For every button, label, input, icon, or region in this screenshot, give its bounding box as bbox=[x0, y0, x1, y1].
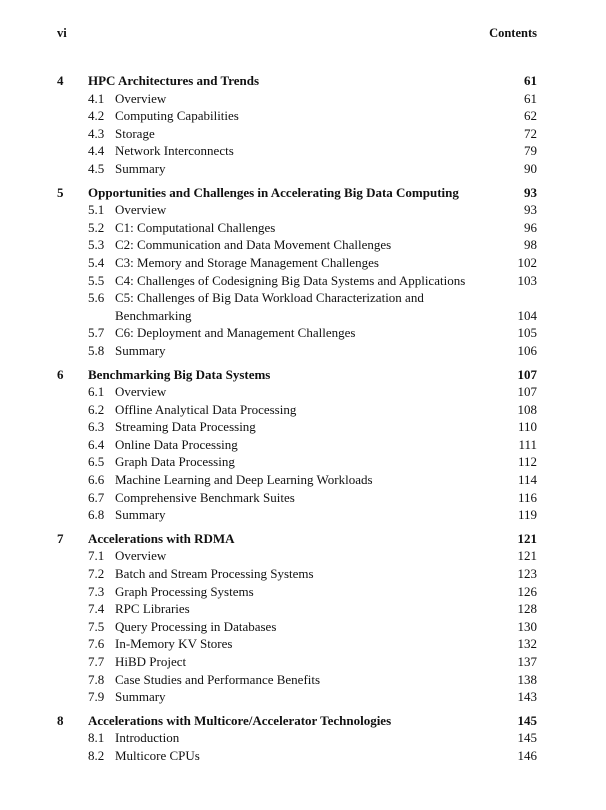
toc-section-entry[interactable] bbox=[57, 324, 537, 342]
section-page-number: 143 bbox=[517, 689, 537, 705]
section-number: 4.1 bbox=[88, 90, 105, 106]
section-page-number: 137 bbox=[517, 654, 537, 669]
toc-chapter-entry[interactable] bbox=[57, 712, 537, 730]
section-page-number: 102 bbox=[517, 254, 537, 270]
toc-section-entry[interactable] bbox=[57, 506, 537, 524]
section-title: Storage bbox=[115, 125, 155, 141]
section-title: Overview bbox=[115, 90, 167, 106]
toc-chapter-entry[interactable] bbox=[57, 530, 537, 548]
section-number: 6.8 bbox=[88, 507, 105, 523]
section-title: RPC Libraries bbox=[115, 601, 190, 617]
toc-section-entry[interactable] bbox=[57, 125, 537, 143]
toc-section-entry[interactable] bbox=[57, 671, 537, 689]
section-title: Overview bbox=[115, 548, 167, 564]
running-head bbox=[57, 26, 537, 42]
section-title: C2: Communication and Data Movement Challenges bbox=[115, 237, 392, 253]
section-page-number: 111 bbox=[518, 436, 537, 452]
chapter-number: 7 bbox=[57, 530, 64, 546]
section-number: 7.3 bbox=[88, 583, 105, 599]
section-number: 8.1 bbox=[88, 730, 105, 746]
section-title: Summary bbox=[115, 689, 166, 705]
section-number: 4.4 bbox=[88, 143, 105, 159]
toc-section-entry[interactable] bbox=[57, 401, 537, 419]
toc-section-entry[interactable] bbox=[57, 453, 537, 471]
page-folio: vi bbox=[57, 26, 67, 40]
toc-section-entry[interactable] bbox=[57, 600, 537, 618]
toc-chapter bbox=[57, 366, 537, 524]
chapter-page-number: 61 bbox=[524, 73, 537, 88]
chapter-number: 5 bbox=[57, 184, 64, 200]
toc-section-entry[interactable] bbox=[57, 547, 537, 565]
section-title: Offline Analytical Data Processing bbox=[115, 401, 297, 417]
toc-section-entry[interactable] bbox=[57, 272, 537, 290]
section-title: Machine Learning and Deep Learning Workloads bbox=[115, 472, 373, 488]
section-title: Overview bbox=[115, 202, 167, 218]
section-title: Summary bbox=[115, 342, 166, 358]
section-title: Case Studies and Performance Benefits bbox=[115, 671, 321, 687]
section-title: Multicore CPUs bbox=[115, 747, 200, 763]
toc-chapter-entry[interactable] bbox=[57, 366, 537, 384]
section-number: 5.8 bbox=[88, 342, 105, 358]
toc-section-entry[interactable] bbox=[57, 471, 537, 489]
section-title: In-Memory KV Stores bbox=[115, 636, 233, 652]
section-page-number: 119 bbox=[517, 507, 537, 523]
toc-section-entry[interactable] bbox=[57, 201, 537, 219]
chapter-title: HPC Architectures and Trends bbox=[88, 73, 260, 88]
section-number: 6.4 bbox=[88, 436, 105, 452]
chapter-page-number: 121 bbox=[517, 530, 537, 546]
section-title: Network Interconnects bbox=[115, 143, 234, 159]
toc-chapter bbox=[57, 72, 537, 178]
section-title: Graph Data Processing bbox=[115, 454, 235, 470]
section-number: 4.3 bbox=[88, 125, 105, 141]
toc-section-entry[interactable] bbox=[57, 90, 537, 108]
section-page-number: 106 bbox=[517, 342, 537, 358]
section-title: C5: Challenges of Big Data Workload Characterization and Benchmarking bbox=[115, 290, 424, 323]
section-page-number: 146 bbox=[517, 747, 537, 763]
toc-section-entry[interactable] bbox=[57, 219, 537, 237]
section-title: Online Data Processing bbox=[115, 436, 238, 452]
section-title: Query Processing in Databases bbox=[115, 618, 277, 634]
section-page-number: 126 bbox=[517, 583, 537, 599]
section-number: 8.2 bbox=[88, 747, 105, 763]
section-number: 5.6 bbox=[88, 290, 105, 306]
section-title: C1: Computational Challenges bbox=[115, 219, 276, 235]
chapter-title: Accelerations with RDMA bbox=[88, 530, 235, 546]
section-title: HiBD Project bbox=[115, 654, 187, 669]
toc-section-entry[interactable] bbox=[57, 688, 537, 706]
section-title: C6: Deployment and Management Challenges bbox=[115, 325, 356, 341]
chapter-number: 6 bbox=[57, 366, 64, 382]
section-page-number: 123 bbox=[517, 566, 537, 582]
section-number: 5.5 bbox=[88, 272, 105, 288]
section-number: 6.6 bbox=[88, 472, 105, 488]
section-number: 6.5 bbox=[88, 454, 105, 470]
section-page-number: 108 bbox=[517, 401, 537, 417]
section-title: Graph Processing Systems bbox=[115, 583, 254, 599]
section-number: 4.5 bbox=[88, 160, 105, 176]
section-number: 6.7 bbox=[88, 489, 105, 505]
section-page-number: 61 bbox=[524, 90, 537, 106]
chapter-title: Opportunities and Challenges in Accelerating Big Data Computing bbox=[88, 184, 459, 200]
chapter-page-number: 107 bbox=[517, 366, 537, 382]
section-page-number: 114 bbox=[517, 472, 537, 488]
chapter-title: Accelerations with Multicore/Accelerator Technologies bbox=[88, 712, 392, 728]
section-page-number: 138 bbox=[517, 671, 537, 687]
toc-section-entry[interactable] bbox=[57, 289, 537, 324]
section-page-number: 116 bbox=[517, 489, 537, 505]
toc-section-entry[interactable] bbox=[57, 342, 537, 360]
section-number: 5.7 bbox=[88, 325, 105, 341]
section-number: 6.1 bbox=[88, 384, 105, 400]
toc-section-entry[interactable] bbox=[57, 107, 537, 125]
section-page-number: 103 bbox=[517, 272, 537, 288]
section-number: 6.2 bbox=[88, 401, 105, 417]
chapter-number: 4 bbox=[57, 73, 64, 88]
section-number: 4.2 bbox=[88, 108, 105, 124]
section-title: Comprehensive Benchmark Suites bbox=[115, 489, 295, 505]
section-page-number: 121 bbox=[517, 548, 537, 564]
section-page-number: 128 bbox=[517, 601, 537, 617]
section-page-number: 98 bbox=[524, 237, 537, 253]
section-title: Summary bbox=[115, 507, 166, 523]
section-title: Overview bbox=[115, 384, 167, 400]
section-page-number: 79 bbox=[524, 143, 537, 159]
section-page-number: 110 bbox=[517, 419, 537, 435]
section-page-number: 130 bbox=[517, 618, 537, 634]
toc-section-entry[interactable] bbox=[57, 489, 537, 507]
toc-section-entry[interactable] bbox=[57, 142, 537, 160]
section-number: 5.2 bbox=[88, 219, 105, 235]
section-number: 7.9 bbox=[88, 689, 105, 705]
section-number: 5.1 bbox=[88, 202, 105, 218]
toc-section-entry[interactable] bbox=[57, 747, 537, 765]
section-page-number: 112 bbox=[517, 454, 537, 470]
chapter-number: 8 bbox=[57, 712, 64, 728]
toc-chapter bbox=[57, 530, 537, 706]
section-number: 7.7 bbox=[88, 654, 105, 669]
section-number: 7.8 bbox=[88, 671, 105, 687]
section-page-number: 104 bbox=[517, 307, 537, 323]
chapter-page-number: 93 bbox=[524, 184, 537, 200]
toc-section-entry[interactable] bbox=[57, 436, 537, 454]
section-page-number: 145 bbox=[517, 730, 537, 746]
section-page-number: 105 bbox=[517, 325, 537, 341]
running-head-title: Contents bbox=[489, 26, 537, 40]
section-number: 7.1 bbox=[88, 548, 105, 564]
toc-section-entry[interactable] bbox=[57, 160, 537, 178]
section-page-number: 90 bbox=[524, 160, 537, 176]
section-number: 5.4 bbox=[88, 254, 105, 270]
toc-chapter-entry[interactable] bbox=[57, 184, 537, 202]
section-page-number: 107 bbox=[517, 384, 537, 400]
section-title: Computing Capabilities bbox=[115, 108, 239, 124]
toc-section-entry[interactable] bbox=[57, 418, 537, 436]
section-title: C3: Memory and Storage Management Challenges bbox=[115, 254, 379, 270]
section-title: Streaming Data Processing bbox=[115, 419, 256, 435]
toc-section-entry[interactable] bbox=[57, 565, 537, 583]
table-of-contents bbox=[57, 72, 537, 771]
section-number: 5.3 bbox=[88, 237, 105, 253]
toc-section-entry[interactable] bbox=[57, 254, 537, 272]
toc-section-entry[interactable] bbox=[57, 618, 537, 636]
section-page-number: 96 bbox=[524, 219, 537, 235]
section-number: 7.2 bbox=[88, 566, 105, 582]
section-number: 7.6 bbox=[88, 636, 105, 652]
section-page-number: 72 bbox=[524, 125, 537, 141]
toc-chapter-entry[interactable] bbox=[57, 72, 537, 90]
section-page-number: 62 bbox=[524, 108, 537, 124]
toc-chapter bbox=[57, 712, 537, 765]
section-number: 7.5 bbox=[88, 618, 105, 634]
section-title: Batch and Stream Processing Systems bbox=[115, 566, 314, 582]
toc-section-entry[interactable] bbox=[57, 729, 537, 747]
toc-chapter bbox=[57, 184, 537, 360]
chapter-title: Benchmarking Big Data Systems bbox=[88, 366, 271, 382]
section-number: 6.3 bbox=[88, 419, 105, 435]
toc-section-entry[interactable] bbox=[57, 635, 537, 653]
toc-section-entry[interactable] bbox=[57, 583, 537, 601]
section-title: Summary bbox=[115, 160, 166, 176]
chapter-page-number: 145 bbox=[517, 712, 537, 728]
section-page-number: 93 bbox=[524, 202, 537, 218]
section-page-number: 132 bbox=[517, 636, 537, 652]
toc-section-entry[interactable] bbox=[57, 653, 537, 671]
section-number: 7.4 bbox=[88, 601, 105, 617]
section-title: C4: Challenges of Codesigning Big Data Systems and Applications bbox=[115, 272, 466, 288]
toc-section-entry[interactable] bbox=[57, 383, 537, 401]
section-title: Introduction bbox=[115, 730, 180, 746]
toc-section-entry[interactable] bbox=[57, 236, 537, 254]
